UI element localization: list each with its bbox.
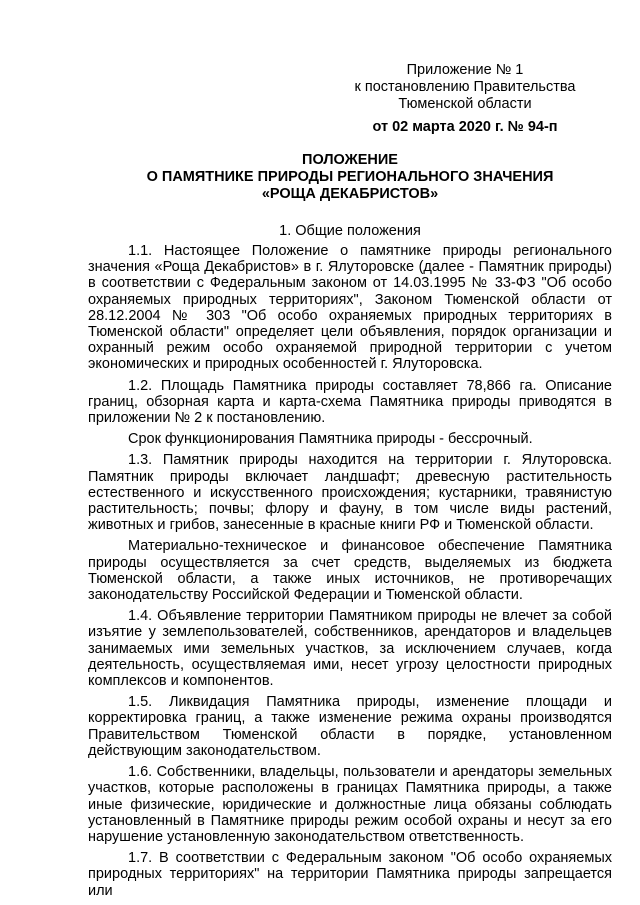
paragraph: 1.7. В соответствии с Федеральным законом "Об особо охраняемых природных территориях" на территории Памятника природы запрещается или bbox=[88, 850, 612, 899]
paragraph: 1.2. Площадь Памятника природы составляет 78,866 га. Описание границ, обзорная карта и карта-схема Памятника природы приводятся в приложении № 2 к постановлению. bbox=[88, 377, 612, 427]
annex-region: Тюменской области bbox=[398, 96, 532, 112]
paragraph: 1.5. Ликвидация Памятника природы, изменение площади и корректировка границ, а также изменение режима охраны производятся Правительством Тюменской области в порядке, установленном действующим законодательством. bbox=[88, 694, 612, 759]
section-heading: 1. Общие положения bbox=[279, 223, 421, 239]
document-title bbox=[88, 152, 612, 203]
annex-reference bbox=[335, 62, 595, 136]
title-line-2: О ПАМЯТНИКЕ ПРИРОДЫ РЕГИОНАЛЬНОГО ЗНАЧЕНИЯ bbox=[146, 169, 554, 185]
paragraph: 1.3. Памятник природы находится на территории г. Ялуторовска. Памятник природы включает ландшафт; древесную растительность естественного и искусственного происхождения; кустарники, травянистую растительность; почвы; флору и фауну, в том числе виды растений, животных и грибов, занесенные в красные книги РФ и Тюменской области. bbox=[88, 452, 612, 534]
document-body bbox=[88, 243, 612, 904]
annex-date: от 02 марта 2020 г. № 94-п bbox=[372, 119, 558, 135]
paragraph: 1.1. Настоящее Положение о памятнике природы регионального значения «Роща Декабристов» в г. Ялуторовске (далее - Памятник природы) в соответствии с Федеральным законом от 14.03.1995 № 33-ФЗ "Об особо охраняемых природных территориях", Законом Тюменской области от 28.12.2004 № 303 "Об особо охраняемых природных территориях в Тюменской области" определяет цели объявления, порядок организации и охранный режим особо охраняемой природной территории с учетом экономических и природных особенностей г. Ялуторовска. bbox=[88, 243, 612, 373]
title-line-3: «РОЩА ДЕКАБРИСТОВ» bbox=[261, 186, 439, 202]
annex-resolution: к постановлению Правительства bbox=[354, 79, 576, 95]
title-line-1: ПОЛОЖЕНИЕ bbox=[302, 152, 398, 168]
paragraph: 1.6. Собственники, владельцы, пользователи и арендаторы земельных участков, которые расположены в границах Памятника природы, а также иные физические, юридические и должностные лица обязаны соблюдать установленный в Памятнике природы режим особой охраны и несут за его нарушение установленную законодательством ответственность. bbox=[88, 764, 612, 845]
paragraph: Срок функционирования Памятника природы - бессрочный. bbox=[128, 431, 533, 448]
paragraph: Материально-техническое и финансовое обеспечение Памятника природы осуществляется за счет средств, выделяемых из бюджета Тюменской области, а также иных источников, не противоречащих законодательству Российской Федерации и Тюменской области. bbox=[88, 538, 612, 604]
paragraph: 1.4. Объявление территории Памятником природы не влечет за собой изъятие у землепользователей, собственников, арендаторов и владельцев занимаемых ими земельных участков, за исключением случаев, когда деятельность, осуществляемая ими, несет угрозу целостности природных комплексов и компонентов. bbox=[88, 608, 612, 690]
annex-number: Приложение № 1 bbox=[406, 62, 524, 78]
